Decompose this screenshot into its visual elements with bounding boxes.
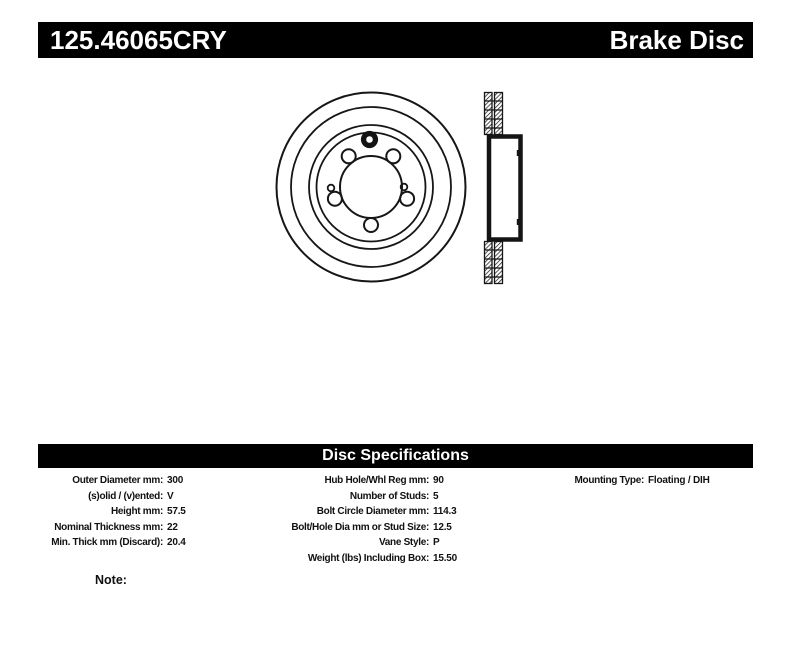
vented-section-bottom xyxy=(485,242,503,284)
product-type-title: Brake Disc xyxy=(609,25,744,55)
stud-hole xyxy=(328,192,342,206)
stud-hole xyxy=(386,149,400,163)
note-label: Note: xyxy=(95,573,127,587)
center-bore-circle xyxy=(340,156,402,218)
spec-value: 5 xyxy=(433,490,439,502)
spec-row xyxy=(38,473,248,489)
top-fitting-hole xyxy=(361,131,378,148)
spec-value: 22 xyxy=(167,521,178,533)
spec-label: (s)olid / (v)ented: xyxy=(88,490,163,502)
wall-tick xyxy=(517,219,520,225)
spec-label: Number of Studs: xyxy=(349,490,429,502)
spec-value: P xyxy=(433,537,440,549)
braking-surface-inner-circle xyxy=(291,107,451,267)
spec-value: Floating / DIH xyxy=(648,475,710,487)
spec-row xyxy=(248,520,538,536)
part-number: 125.46065CRY xyxy=(50,25,227,55)
spec-label: Mounting Type: xyxy=(574,475,644,487)
spec-row xyxy=(248,473,538,489)
spec-value: 20.4 xyxy=(167,537,186,549)
stud-hole xyxy=(364,218,378,232)
spec-column-middle xyxy=(248,473,538,566)
vented-section-top xyxy=(485,93,503,135)
spec-value: V xyxy=(167,490,174,502)
spec-row xyxy=(248,504,538,520)
wall-tick xyxy=(517,150,520,156)
front-view xyxy=(277,93,466,282)
spec-row xyxy=(248,489,538,505)
spec-label: Height mm: xyxy=(110,506,163,518)
spec-value: 300 xyxy=(167,475,184,487)
spec-label: Outer Diameter mm: xyxy=(72,475,163,487)
spec-section-header xyxy=(38,444,753,468)
stud-hole xyxy=(400,192,414,206)
spec-label: Bolt Circle Diameter mm: xyxy=(316,506,429,518)
stud-hole xyxy=(342,149,356,163)
spec-value: 12.5 xyxy=(433,521,452,533)
spec-row xyxy=(38,520,248,536)
spec-row xyxy=(38,489,248,505)
spec-row xyxy=(38,504,248,520)
spec-row xyxy=(248,535,538,551)
spec-label: Hub Hole/Whl Reg mm: xyxy=(324,475,429,487)
spec-row xyxy=(538,473,753,489)
spec-column-right xyxy=(538,473,753,489)
spec-column-left xyxy=(38,473,248,551)
spec-value: 57.5 xyxy=(167,506,186,518)
side-cross-section-view xyxy=(485,93,521,284)
spec-label: Nominal Thickness mm: xyxy=(54,521,163,533)
spec-row xyxy=(248,551,538,567)
hat-section xyxy=(489,137,521,240)
spec-row xyxy=(38,535,248,551)
spec-value: 15.50 xyxy=(433,552,458,564)
spec-label: Vane Style: xyxy=(378,537,429,549)
outer-edge-circle xyxy=(277,93,466,282)
spec-section-title: Disc Specifications xyxy=(322,447,469,464)
spec-value: 90 xyxy=(433,475,444,487)
spec-label: Bolt/Hole Dia mm or Stud Size: xyxy=(291,521,429,533)
pin-hole-left xyxy=(328,185,335,192)
hub-inner-circle xyxy=(317,133,426,242)
spec-label: Min. Thick mm (Discard): xyxy=(51,537,163,549)
spec-label: Weight (lbs) Including Box: xyxy=(307,552,429,564)
spec-value: 114.3 xyxy=(433,506,457,518)
